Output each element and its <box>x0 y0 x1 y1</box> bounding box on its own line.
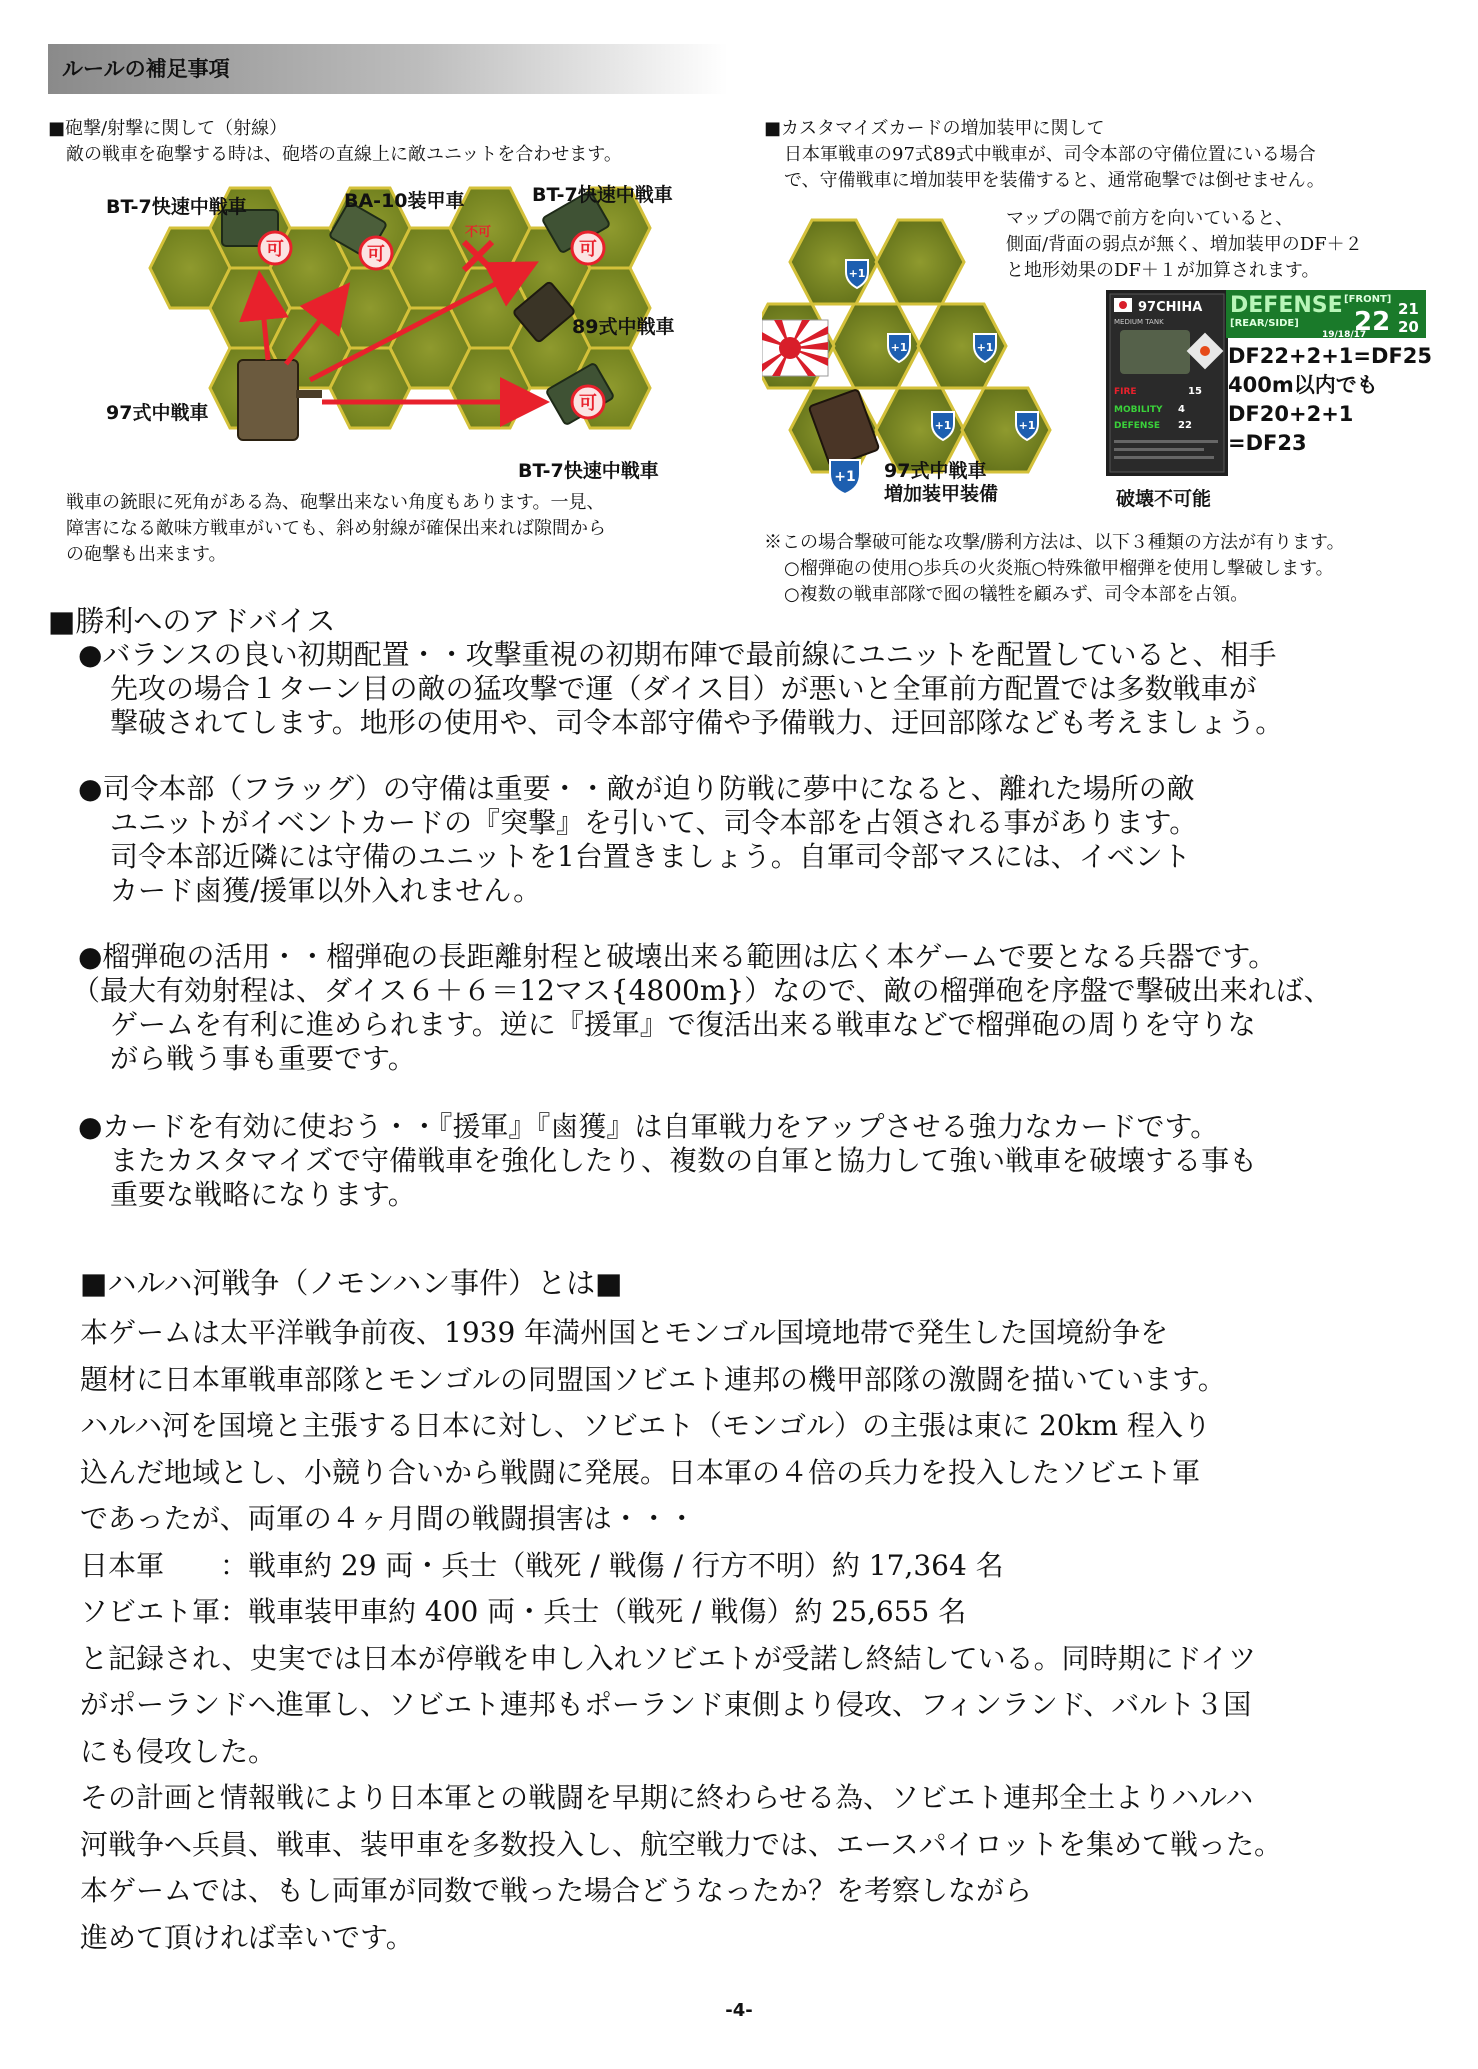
label-bt7-top-right: BT-7快速中戦車 <box>532 184 673 206</box>
armor-footnote: ※この場合撃破可能な攻撃/勝利方法は、以下３種類の方法が有ります。 ○榴弾砲の使用○歩兵の火炎瓶○特殊徹甲榴弾を使用し撃破します。 ○複数の戦車部隊で囮の犠牲を顧みず、司令本部を占領。 <box>764 532 1345 605</box>
svg-text:22: 22 <box>1354 307 1391 337</box>
label-type97: 97式中戦車 <box>106 402 209 424</box>
history-line: ハルハ河を国境と主張する日本に対し、ソビエト（モンゴル）の主張は東に 20km 程入り <box>80 1409 1211 1442</box>
history-line: 河戦争へ兵員、戦車、装甲車を多数投入し、航空戦力では、エースパイロットを集めて戦った。 <box>80 1827 1283 1861</box>
armor-section-title: ■カスタマイズカードの増加装甲に関して <box>764 118 1105 139</box>
rising-sun-flag <box>762 320 828 376</box>
tank-type97 <box>238 360 298 440</box>
advice-bullet: ●司令本部（フラッグ）の守備は重要・・敵が迫り防戦に夢中になると、離れた場所の敵 ユニットがイベントカードの『突撃』を引いて、司令本部を占領される事があります。 司令本部近隣には守備のユニットを1台置きましょう。自軍司令部マスには、イベント カード鹵獲/援軍以外入れません。 <box>78 772 1198 907</box>
history-line: にも侵攻した。 <box>80 1734 277 1768</box>
history-line: 込んだ地域とし、小競り合いから戦闘に発展。日本軍の４倍の兵力を投入したソビエト軍 <box>80 1455 1201 1489</box>
svg-text:可: 可 <box>367 244 385 265</box>
advice-bullet: ●カードを有効に使おう・・『援軍』『鹵獲』は自軍戦力をアップさせる強力なカードです。 またカスタマイズで守備戦車を強化したり、複数の自軍と協力して強い戦車を破壊する事も 重要な戦略になります。 <box>78 1110 1258 1211</box>
label-type89: 89式中戦車 <box>572 316 675 338</box>
page-number: -4- <box>725 2000 753 2021</box>
label-bt7-bottom: BT-7快速中戦車 <box>518 460 659 482</box>
history-line: と記録され、史実では日本が停戦を申し入れソビエトが受諾し終結している。同時期にドイツ <box>80 1641 1257 1675</box>
svg-text:DEFENSE: DEFENSE <box>1114 421 1161 431</box>
svg-text:15: 15 <box>1188 386 1202 397</box>
svg-text:[FRONT]: [FRONT] <box>1344 294 1392 305</box>
svg-text:+1: +1 <box>890 341 908 354</box>
svg-text:22: 22 <box>1178 420 1192 431</box>
svg-text:+1: +1 <box>934 419 952 432</box>
df-calculation: DF22+2+1=DF25 400m以内でも DF20+2+1 =DF23 <box>1228 344 1433 455</box>
hex-tile <box>876 220 964 304</box>
history-line: がポーランドへ進軍し、ソビエト連邦もポーランド東側より侵攻、フィンランド、バルト３国 <box>80 1688 1252 1721</box>
svg-text:MOBILITY: MOBILITY <box>1114 405 1163 415</box>
svg-text:DEFENSE: DEFENSE <box>1230 293 1343 318</box>
history-line: 本ゲームは太平洋戦争前夜、1939 年満州国とモンゴル国境地帯で発生した国境紛争を <box>80 1316 1169 1349</box>
svg-text:97CHIHA: 97CHIHA <box>1138 300 1203 315</box>
svg-text:可: 可 <box>579 393 597 414</box>
svg-text:可: 可 <box>266 239 284 260</box>
svg-text:21: 21 <box>1398 300 1419 318</box>
svg-text:20: 20 <box>1398 318 1419 336</box>
history-body <box>80 1310 1282 1961</box>
history-line: 進めて頂ければ幸いです。 <box>80 1920 414 1954</box>
unit-card-97chiha <box>1106 290 1228 476</box>
svg-text:+1: +1 <box>834 469 856 485</box>
history-line: 本ゲームでは、もし両軍が同数で戦った場合どうなったか？を考察しながら <box>80 1874 1033 1907</box>
unit-label: 97式中戦車 増加装甲装備 <box>884 460 999 505</box>
advice-title: ■勝利へのアドバイス <box>48 604 336 638</box>
armor-hex-diagram <box>762 214 1102 494</box>
fire-section-title: ■砲撃/射撃に関して（射線） <box>48 118 288 139</box>
svg-text:+1: +1 <box>976 341 994 354</box>
history-line: であったが、両軍の４ヶ月間の戦闘損害は・・・ <box>80 1502 696 1535</box>
svg-text:4: 4 <box>1178 404 1185 415</box>
history-line: その計画と情報戦により日本軍との戦闘を早期に終わらせる為、ソビエト連邦全土よりハルハ <box>80 1781 1254 1814</box>
label-ba10: BA-10装甲車 <box>344 190 465 212</box>
history-line: 題材に日本軍戦車部隊とモンゴルの同盟国ソビエト連邦の機甲部隊の激闘を描いています。 <box>80 1362 1226 1396</box>
history-line: ソビエト軍：戦車装甲車約 400 両・兵士（戦死 / 戦傷）約 25,655 名 <box>80 1595 967 1628</box>
fire-section-intro: 敵の戦車を砲撃する時は、砲塔の直線上に敵ユニットを合わせます。 <box>66 144 622 165</box>
defense-banner <box>1226 290 1426 338</box>
svg-text:不可: 不可 <box>464 225 492 240</box>
svg-text:+1: +1 <box>1018 419 1036 432</box>
svg-text:FIRE: FIRE <box>1114 387 1137 397</box>
svg-text:MEDIUM TANK: MEDIUM TANK <box>1114 318 1164 326</box>
history-title: ■ハルハ河戦争（ノモンハン事件）とは■ <box>80 1266 623 1300</box>
advice-bullet: ●バランスの良い初期配置・・攻撃重視の初期布陣で最前線にユニットを配置していると、相手 先攻の場合１ターン目の敵の猛攻撃で運（ダイス目）が悪いと全軍前方配置では多数戦車が 撃破されてします。地形の使用や、司令本部守備や予備戦力、迂回部隊なども考えましょう。 <box>78 638 1284 739</box>
svg-text:[REAR/SIDE]: [REAR/SIDE] <box>1230 318 1299 329</box>
label-bt7-left: BT-7快速中戦車 <box>106 196 247 218</box>
armor-section-intro: 日本軍戦車の97式89式中戦車が、司令本部の守備位置にいる場合 で、守備戦車に増加装甲を装備すると、通常砲撃では倒せません。 <box>784 144 1325 191</box>
plus1-shield-icon-large <box>830 460 860 494</box>
ok-mark-bt7-bottom <box>572 386 604 418</box>
ok-mark-bt7-left <box>259 232 291 264</box>
svg-text:+1: +1 <box>848 267 866 280</box>
section-header-bar <box>48 44 728 94</box>
fire-section-note: 戦車の銃眼に死角がある為、砲撃出来ない角度もあります。一見、 障害になる敵味方戦車がいても、斜め射線が確保出来れば隙間から の砲撃も出来ます。 <box>66 492 606 565</box>
corner-note: マップの隅で前方を向いていると、 側面/背面の弱点が無く、増加装甲のDF＋２ と地形効果のDF＋１が加算されます。 <box>1006 208 1363 281</box>
ok-mark-ba10 <box>360 237 392 269</box>
history-line: 日本軍 ：戦車約 29 両・兵士（戦死 / 戦傷 / 行方不明）約 17,364 名 <box>80 1548 1004 1582</box>
indestructible-label: 破壊不可能 <box>1116 488 1212 510</box>
section-header-title: ルールの補足事項 <box>62 57 230 81</box>
svg-text:19/18/17: 19/18/17 <box>1322 330 1367 338</box>
svg-text:可: 可 <box>579 239 597 260</box>
advice-bullet: ●榴弾砲の活用・・榴弾砲の長距離射程と破壊出来る範囲は広く本ゲームで要となる兵器です。 （最大有効射程は、ダイス６＋６＝12マス{4800m}）なので、敵の榴弾砲を序盤で撃破出来れば、 ゲームを有利に進められます。逆に『援軍』で復活出来る戦車などで榴弾砲の周りを守りな がら戦う事も重要です。 <box>72 940 1332 1075</box>
ok-mark-bt7-top-right <box>572 232 604 264</box>
